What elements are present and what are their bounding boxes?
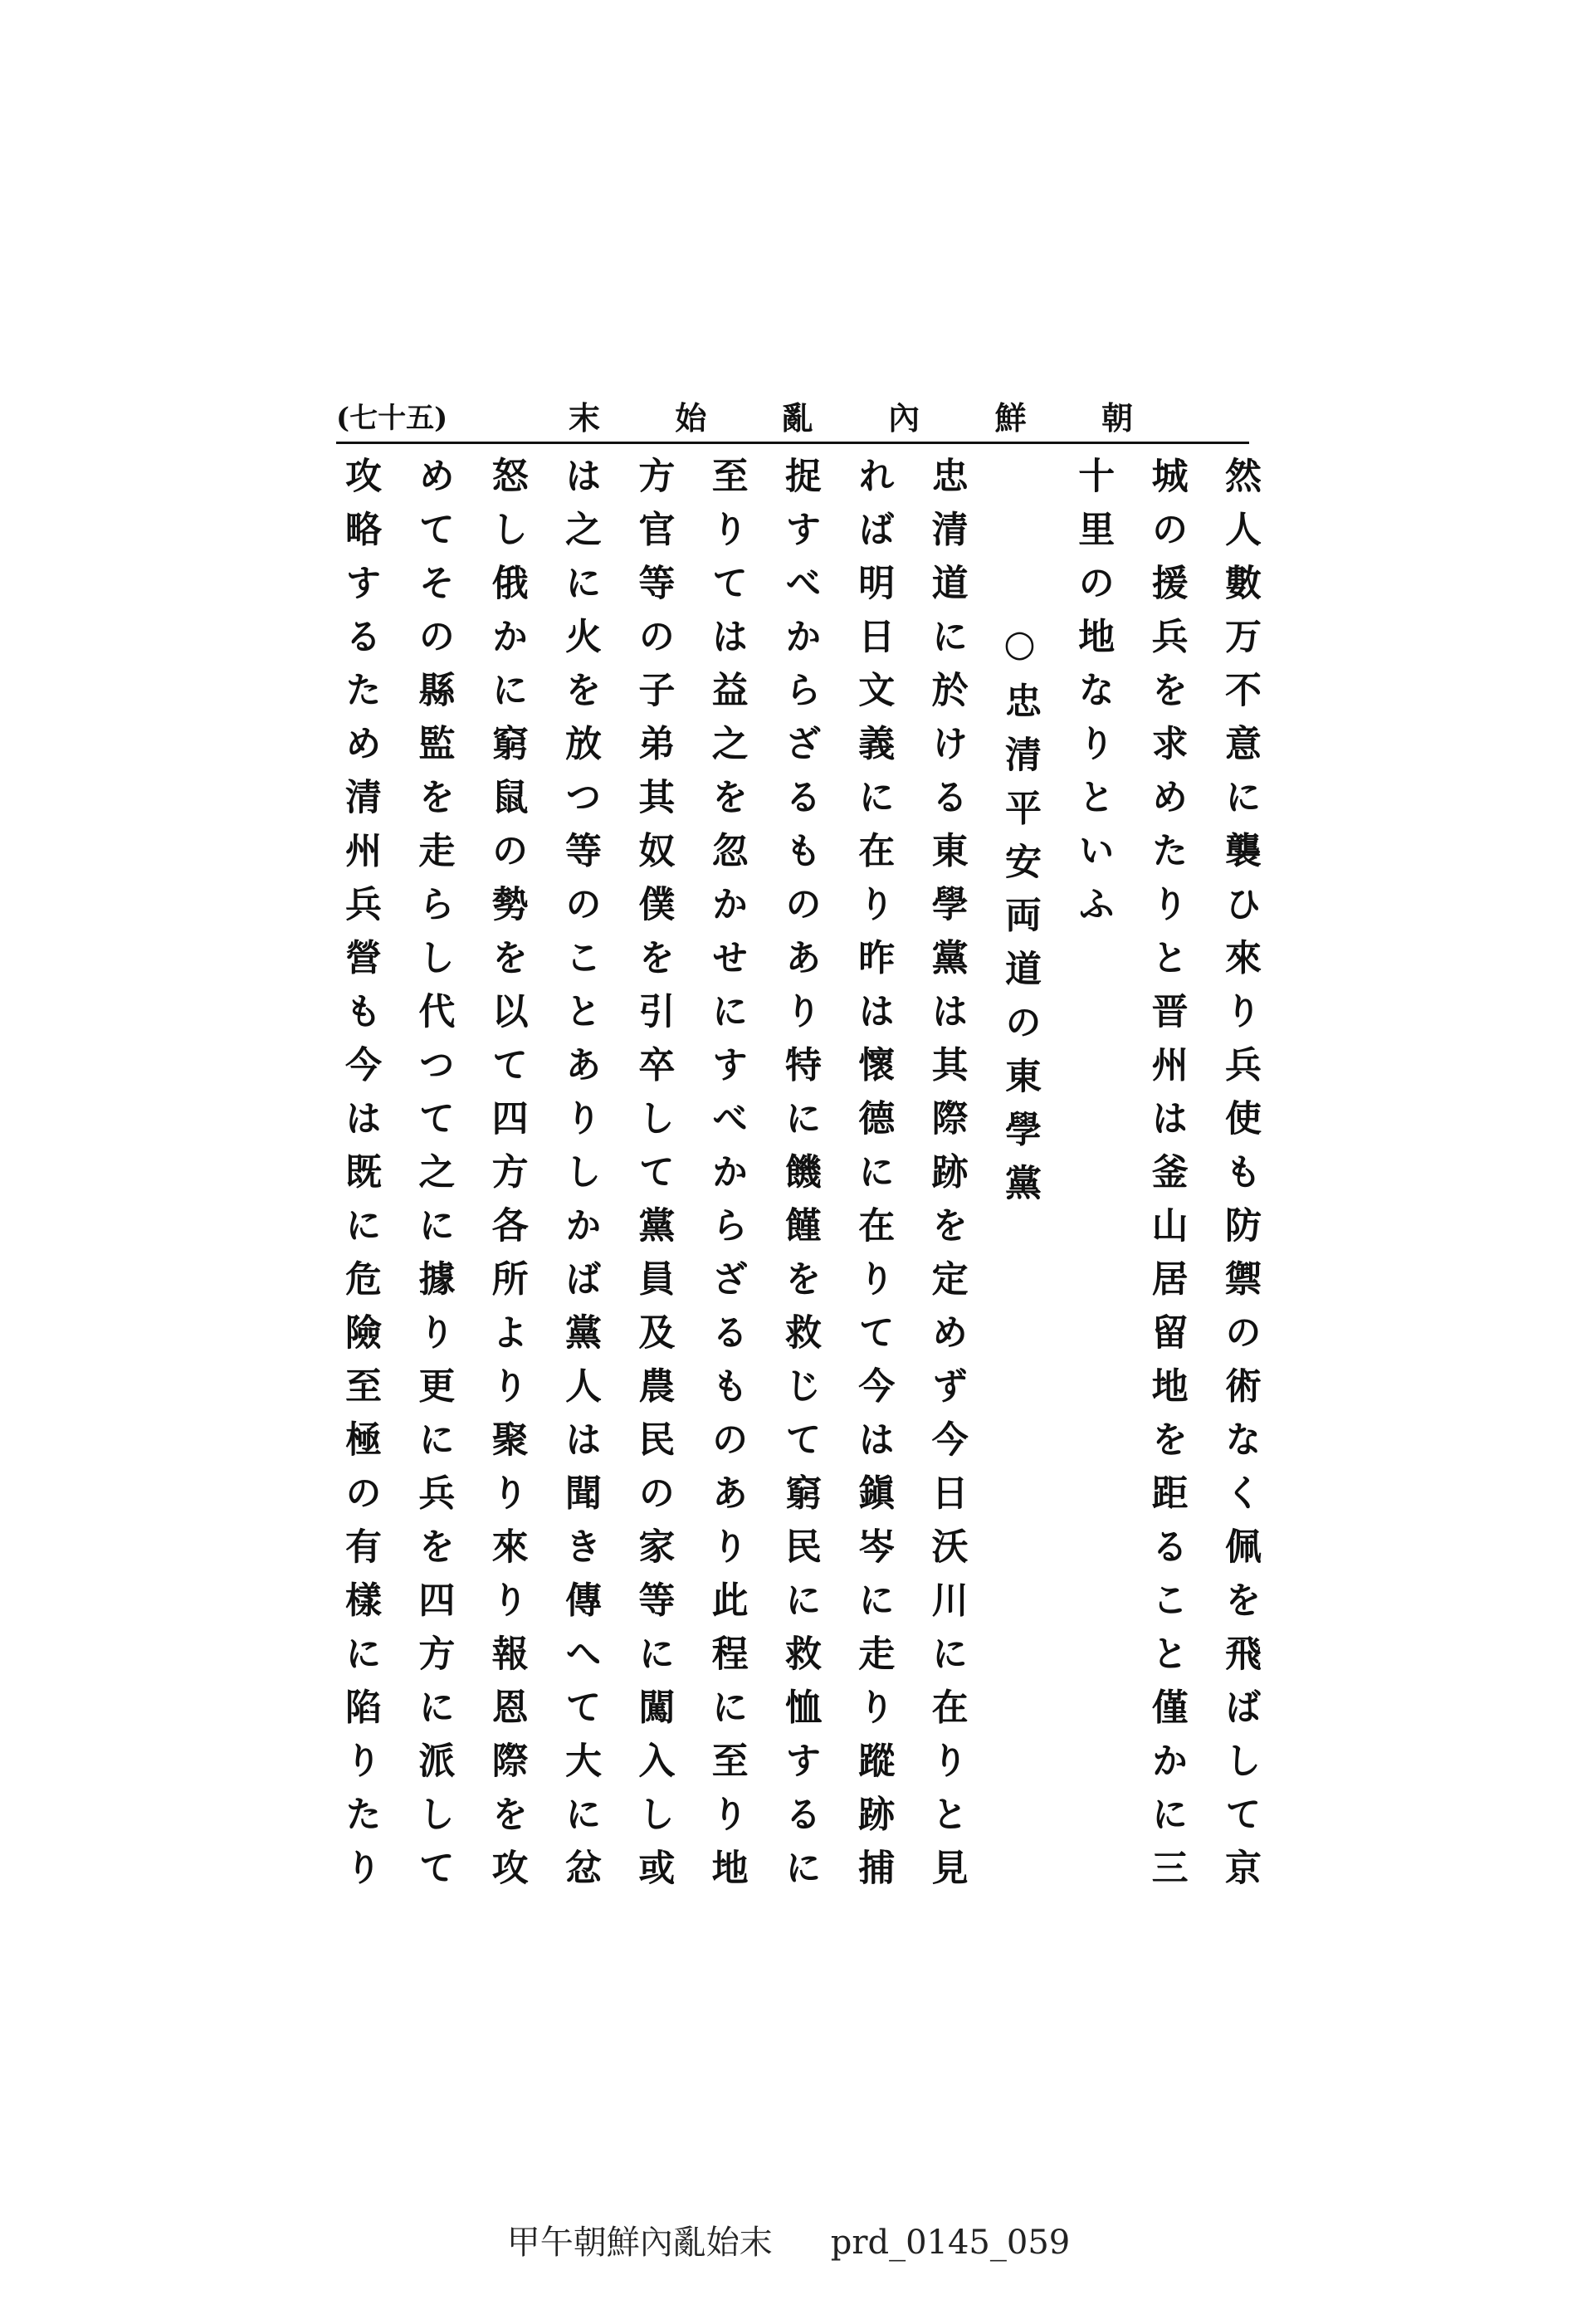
running-title-char: 鮮 <box>994 398 1027 437</box>
text-column: れば明日文義に在り昨は懷德に在りて今は鎭岑に走り蹤跡捕 <box>852 456 895 1902</box>
text-column: 十里の地なりといふ <box>1072 456 1115 939</box>
text-column: 至りては益之を忽かせにすべからざるものあり此程に至り地 <box>705 456 748 1902</box>
text-column: 方官等の子弟其奴僕を引卒して黨員及農民の家等に闖入し或 <box>632 456 675 1902</box>
body-text <box>328 456 1261 1950</box>
text-column: 攻略するため清州兵營も今は既に危險至極の有樣に陷りたり <box>339 456 381 1902</box>
header-rule <box>336 442 1249 444</box>
text-column: は之に火を放つ等のことありしかば黨人は聞き傳へて大に忿 <box>558 456 601 1902</box>
text-column: 怒し俄かに窮鼠の勢を以て四方各所より聚り來り報恩際を攻 <box>485 456 528 1902</box>
running-title <box>569 390 1133 440</box>
running-title-char: 朝 <box>1101 398 1133 437</box>
text-column: 忠清道に於ける東學黨は其際跡を定めず今日沃川に在りと見 <box>925 456 968 1902</box>
running-title-char: 始 <box>675 398 707 437</box>
footer-title: 甲午朝鮮內亂始末 <box>506 2224 773 2262</box>
running-title-char: 亂 <box>781 398 813 437</box>
text-column: めてその縣監を走らし代つて之に據り更に兵を四方に派して <box>412 456 455 1902</box>
running-title-char: 內 <box>888 398 920 437</box>
text-column: 捉すべからざるものあり特に饑饉を救じて窮民に救恤するに <box>778 456 821 1902</box>
text-column: 然人數万不意に襲ひ來り兵使も防禦の術なく佩を飛ばして京 <box>1218 456 1261 1902</box>
footer-caption <box>0 2216 1577 2263</box>
running-head <box>336 390 1249 440</box>
running-title-char: 末 <box>569 398 601 437</box>
text-column: 城の援兵を求めたりと晋州は釜山居留地を距ること僅かに三 <box>1145 456 1188 1902</box>
footer-id: prd_0145_059 <box>830 2224 1071 2262</box>
page-number: (七十五) <box>336 402 448 435</box>
section-heading: ○忠清平安両道の東學黨 <box>998 622 1041 1218</box>
